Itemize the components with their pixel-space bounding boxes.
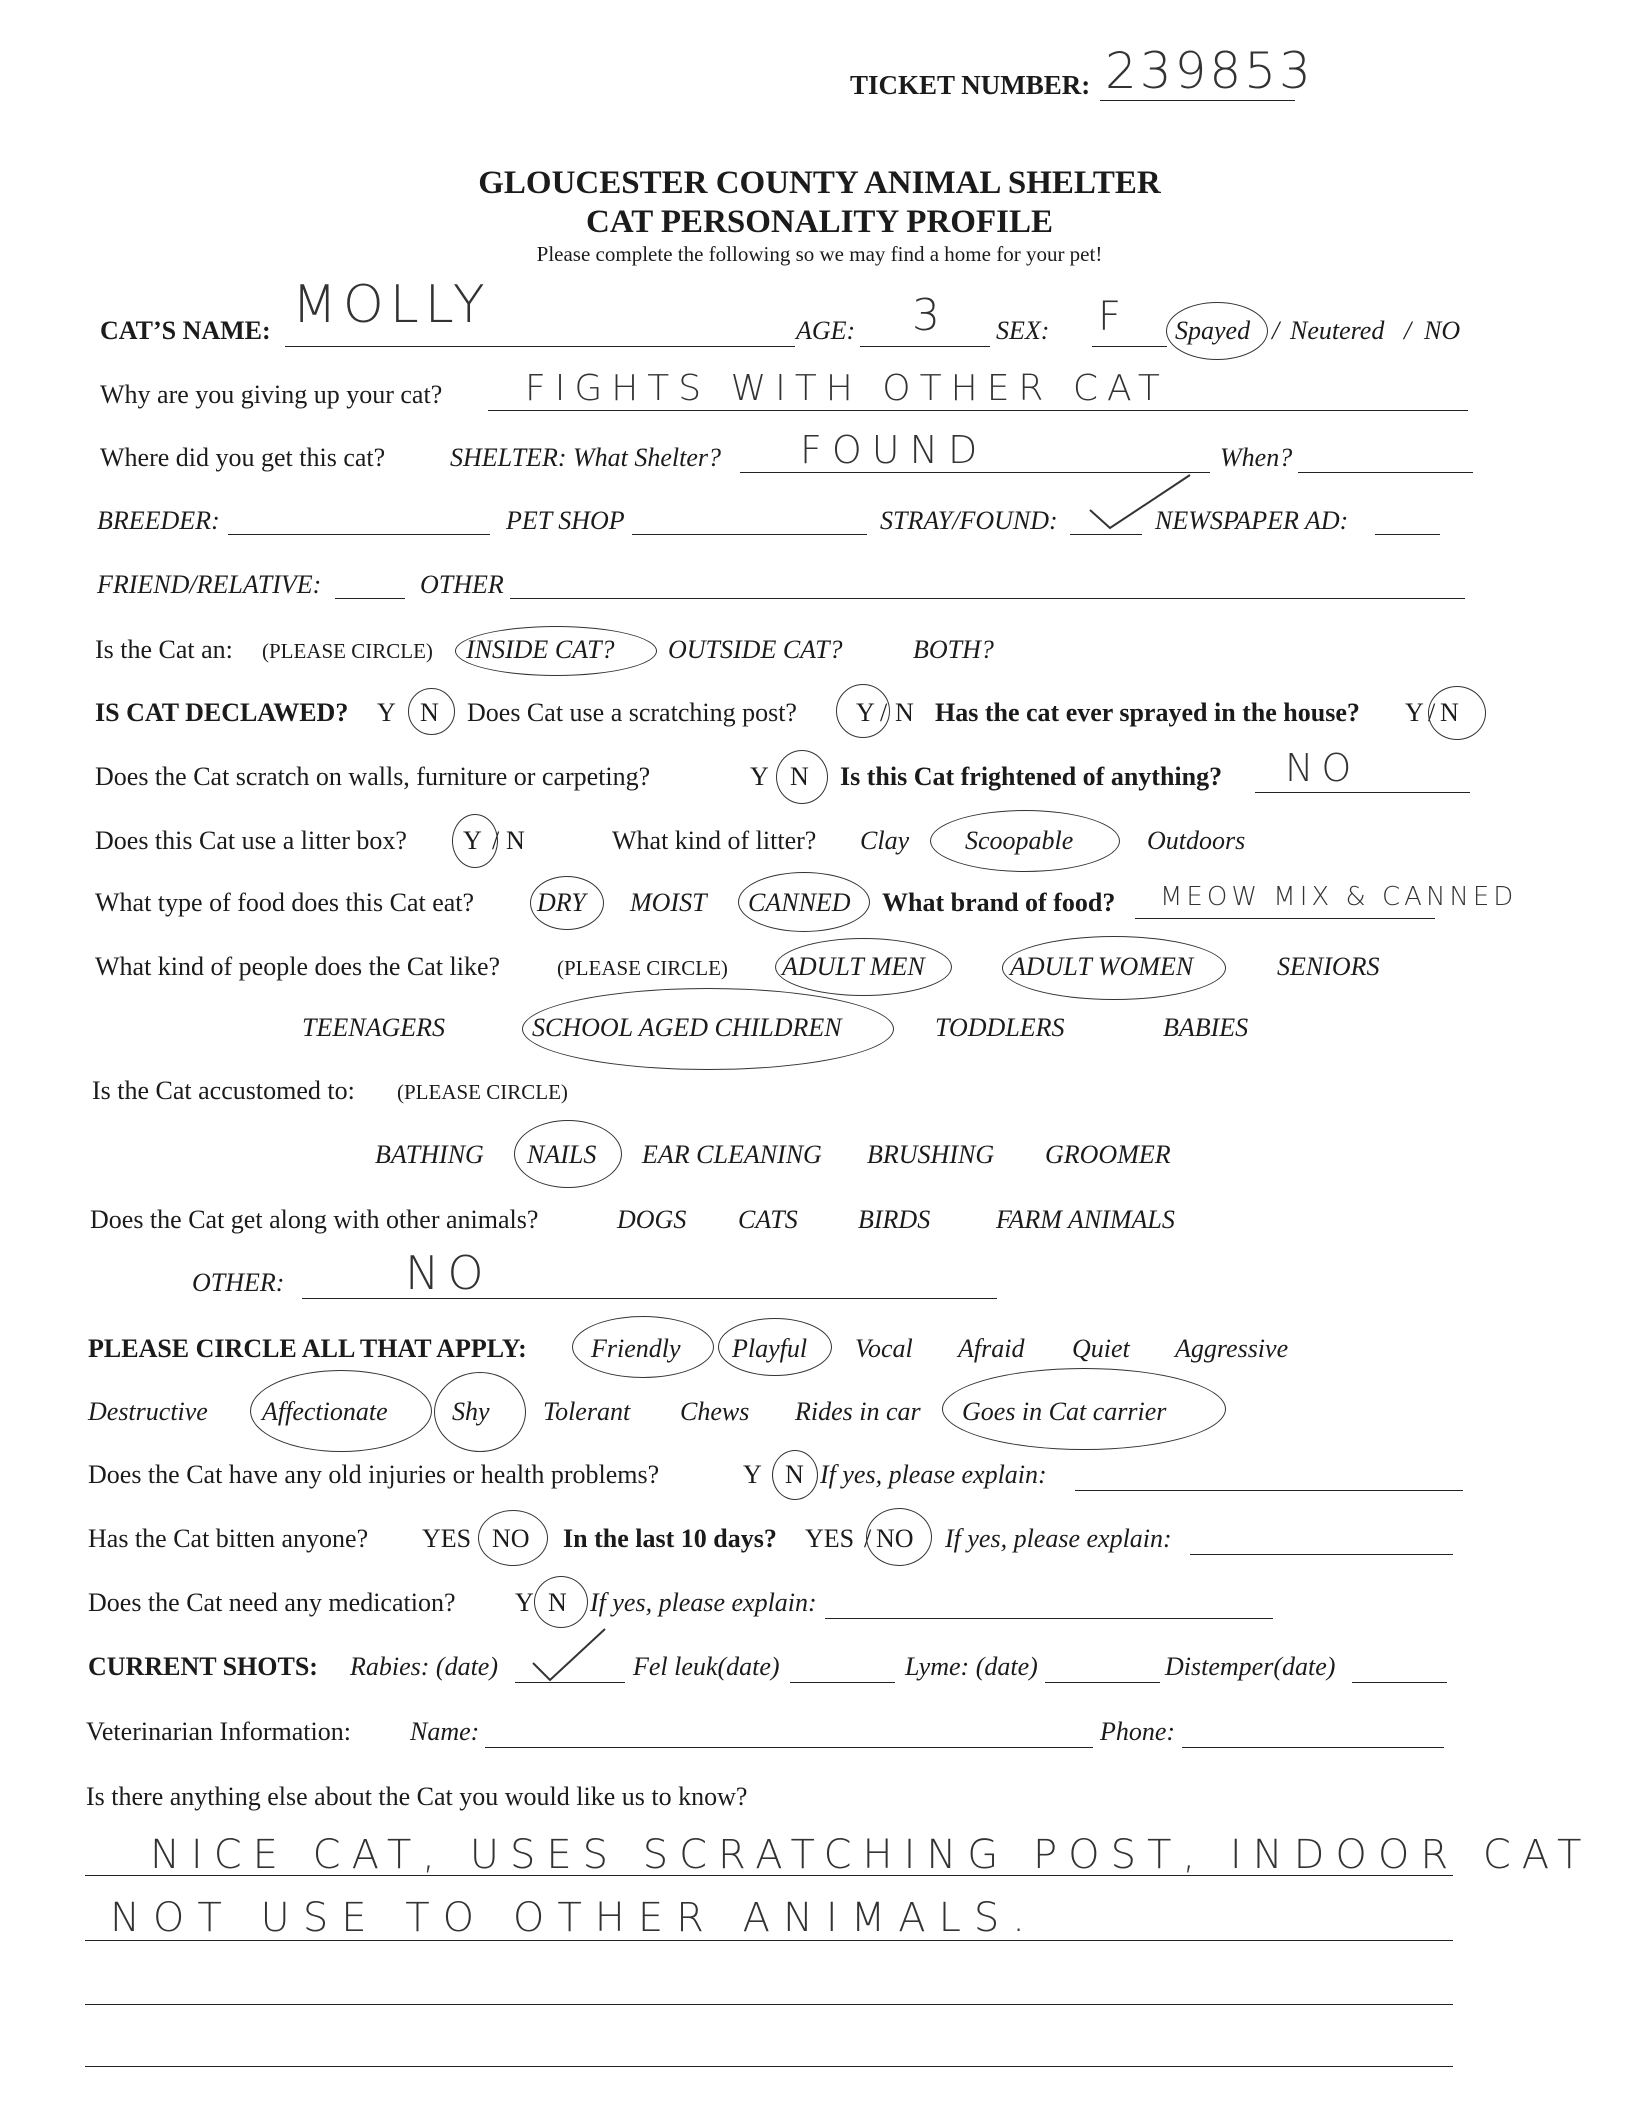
brand-line	[1135, 918, 1435, 919]
medication-line	[825, 1618, 1273, 1619]
last10-label: In the last 10 days?	[563, 1524, 777, 1553]
no-option[interactable]: NO	[1424, 316, 1461, 345]
traits-label: PLEASE CIRCLE ALL THAT APPLY:	[88, 1334, 527, 1363]
declawed-n[interactable]: N	[420, 698, 439, 727]
food-dry[interactable]: DRY	[537, 888, 586, 917]
people-school[interactable]: SCHOOL AGED CHILDREN	[532, 1013, 842, 1042]
animals-other-line	[302, 1298, 997, 1299]
accustomed-circle-note: (PLEASE CIRCLE)	[397, 1080, 568, 1104]
why-line	[488, 410, 1468, 411]
where-label: Where did you get this cat?	[100, 443, 386, 472]
brand-label: What brand of food?	[882, 888, 1116, 917]
sex-value[interactable]: F	[1098, 294, 1128, 340]
brand-value[interactable]: MEOW MIX & CANNED	[1160, 882, 1518, 912]
people-men[interactable]: ADULT MEN	[782, 952, 925, 981]
injuries-label: Does the Cat have any old injuries or health problems?	[88, 1460, 660, 1489]
trait-playful[interactable]: Playful	[732, 1334, 808, 1363]
sprayed-circle	[1428, 686, 1486, 740]
trait-shy[interactable]: Shy	[452, 1397, 490, 1426]
sep: /	[1404, 316, 1412, 345]
bitten-label: Has the Cat bitten anyone?	[88, 1524, 369, 1553]
scratch-circle	[776, 750, 828, 804]
post-label: Does Cat use a scratching post?	[467, 698, 797, 727]
animals-other-value[interactable]: NO	[405, 1246, 492, 1300]
inside-circle	[455, 626, 657, 676]
friend-label: FRIEND/RELATIVE:	[97, 570, 322, 599]
medication-n[interactable]: N	[548, 1588, 567, 1617]
sprayed-label: Has the cat ever sprayed in the house?	[935, 698, 1360, 727]
canned-circle	[738, 872, 870, 932]
anything-label: Is there anything else about the Cat you would like us to know?	[86, 1782, 748, 1811]
post-y[interactable]: Y	[856, 698, 875, 727]
litter-scoopable[interactable]: Scoopable	[965, 826, 1074, 855]
shots-lyme: Lyme: (date)	[905, 1652, 1038, 1681]
accustomed-brushing[interactable]: BRUSHING	[867, 1140, 995, 1169]
accustomed-label: Is the Cat accustomed to:	[92, 1076, 355, 1105]
food-moist[interactable]: MOIST	[630, 888, 707, 917]
breeder-label: BREEDER:	[97, 506, 220, 535]
scratch-label: Does the Cat scratch on walls, furniture or carpeting?	[95, 762, 651, 791]
instructions: Please complete the following so we may find a home for your pet!	[536, 242, 1103, 266]
playful-circle	[718, 1318, 832, 1376]
frightened-value[interactable]: NO	[1285, 746, 1360, 790]
sex-line	[1092, 346, 1167, 347]
school-circle	[522, 988, 894, 1070]
last10-circle	[866, 1508, 932, 1566]
stray-label: STRAY/FOUND:	[880, 506, 1058, 535]
lyme-line	[1045, 1682, 1160, 1683]
org-title: GLOUCESTER COUNTY ANIMAL SHELTER	[478, 165, 1161, 201]
shots-distemper: Distemper(date)	[1165, 1652, 1336, 1681]
sex-label: SEX:	[996, 316, 1050, 345]
medication-y[interactable]: Y	[515, 1588, 534, 1617]
vet-phone-line	[1182, 1747, 1444, 1748]
distemper-line	[1352, 1682, 1447, 1683]
litter-kind-label: What kind of litter?	[612, 826, 817, 855]
sep: /	[1272, 316, 1280, 345]
dry-circle	[530, 876, 604, 930]
animals-birds[interactable]: BIRDS	[858, 1205, 931, 1234]
injuries-explain: If yes, please explain:	[820, 1460, 1047, 1489]
scratch-n[interactable]: N	[790, 762, 809, 791]
bitten-no[interactable]: NO	[492, 1524, 530, 1553]
shy-circle	[434, 1372, 526, 1452]
why-value[interactable]: FIGHTS WITH OTHER CAT	[525, 368, 1169, 409]
cat-name-line	[285, 346, 795, 347]
sprayed-n[interactable]: N	[1440, 698, 1459, 727]
ticket-number: 239853	[1105, 42, 1314, 100]
other-source-label: OTHER	[420, 570, 504, 599]
declawed-circle	[408, 688, 455, 735]
bitten-circle	[478, 1510, 548, 1566]
trait-tolerant[interactable]: Tolerant	[543, 1397, 631, 1426]
trait-friendly[interactable]: Friendly	[591, 1334, 681, 1363]
fel-line	[790, 1682, 895, 1683]
trait-destructive[interactable]: Destructive	[88, 1397, 208, 1426]
trait-rides[interactable]: Rides in car	[795, 1397, 921, 1426]
trait-aggressive[interactable]: Aggressive	[1175, 1334, 1289, 1363]
anything-line2[interactable]: NOT USE TO OTHER ANIMALS.	[110, 1895, 1038, 1941]
scratch-y[interactable]: Y	[750, 762, 769, 791]
cat-name-label: CAT’S NAME:	[100, 316, 271, 345]
food-label: What type of food does this Cat eat?	[95, 888, 475, 917]
trait-affectionate[interactable]: Affectionate	[262, 1397, 388, 1426]
inside-option[interactable]: INSIDE CAT?	[466, 635, 615, 664]
bitten-explain: If yes, please explain:	[945, 1524, 1172, 1553]
litter-clay[interactable]: Clay	[860, 826, 910, 855]
vet-label: Veterinarian Information:	[86, 1717, 351, 1746]
newspaper-line	[1375, 534, 1440, 535]
people-seniors[interactable]: SENIORS	[1277, 952, 1380, 981]
affectionate-circle	[250, 1370, 432, 1452]
animals-other-label: OTHER:	[192, 1268, 285, 1297]
shots-rabies: Rabies: (date)	[350, 1652, 499, 1681]
when-line	[1298, 472, 1473, 473]
medication-explain: If yes, please explain:	[590, 1588, 817, 1617]
outside-option[interactable]: OUTSIDE CAT?	[668, 635, 843, 664]
last10-yes[interactable]: YES	[805, 1524, 855, 1553]
animals-cats[interactable]: CATS	[738, 1205, 798, 1234]
food-canned[interactable]: CANNED	[748, 888, 851, 917]
carrier-circle	[942, 1368, 1226, 1450]
cat-name-value[interactable]: MOLLY	[292, 275, 491, 335]
scoopable-circle	[930, 810, 1120, 872]
litter-n[interactable]: N	[506, 826, 525, 855]
trait-afraid[interactable]: Afraid	[958, 1334, 1025, 1363]
frightened-label: Is this Cat frightened of anything?	[840, 762, 1223, 791]
newspaper-label: NEWSPAPER AD:	[1155, 506, 1349, 535]
vet-name-label: Name:	[410, 1717, 480, 1746]
injuries-y[interactable]: Y	[743, 1460, 762, 1489]
trait-carrier[interactable]: Goes in Cat carrier	[962, 1397, 1167, 1426]
anything-rule-4	[85, 2066, 1453, 2067]
shots-fel: Fel leuk(date)	[633, 1652, 780, 1681]
sep: /	[880, 698, 888, 727]
accustomed-nails[interactable]: NAILS	[527, 1140, 597, 1169]
other-source-line	[510, 598, 1465, 599]
neutered-option[interactable]: Neutered	[1290, 316, 1385, 345]
men-circle	[775, 938, 952, 996]
age-value[interactable]: 3	[912, 290, 946, 341]
rabies-checkmark	[530, 1625, 610, 1685]
friend-line	[335, 598, 405, 599]
shots-label: CURRENT SHOTS:	[88, 1652, 318, 1681]
trait-chews[interactable]: Chews	[680, 1397, 750, 1426]
injuries-n[interactable]: N	[785, 1460, 804, 1489]
nails-circle	[514, 1120, 622, 1188]
litter-y[interactable]: Y	[463, 826, 482, 855]
accustomed-groomer[interactable]: GROOMER	[1045, 1140, 1171, 1169]
inside-label: Is the Cat an:	[95, 635, 233, 664]
people-babies[interactable]: BABIES	[1163, 1013, 1249, 1042]
ticket-label: TICKET NUMBER:	[850, 70, 1091, 100]
animals-dogs[interactable]: DOGS	[617, 1205, 687, 1234]
medication-circle	[534, 1576, 588, 1628]
injuries-line	[1075, 1490, 1463, 1491]
anything-line1[interactable]: NICE CAT, USES SCRATCHING POST, INDOOR CAT	[150, 1832, 1593, 1878]
declawed-label: IS CAT DECLAWED?	[95, 698, 349, 727]
declawed-y[interactable]: Y	[377, 698, 396, 727]
friendly-circle	[572, 1316, 714, 1378]
inside-circle-note: (PLEASE CIRCLE)	[262, 639, 433, 663]
animals-farm[interactable]: FARM ANIMALS	[996, 1205, 1175, 1234]
people-teens[interactable]: TEENAGERS	[302, 1013, 445, 1042]
accustomed-bathing[interactable]: BATHING	[375, 1140, 484, 1169]
litter-label: Does this Cat use a litter box?	[95, 826, 407, 855]
anything-rule-1	[85, 1875, 1453, 1876]
accustomed-ear[interactable]: EAR CLEANING	[642, 1140, 822, 1169]
bitten-yes[interactable]: YES	[422, 1524, 472, 1553]
breeder-line	[228, 534, 490, 535]
trait-vocal[interactable]: Vocal	[855, 1334, 913, 1363]
sep: /	[1428, 698, 1436, 727]
both-option[interactable]: BOTH?	[913, 635, 994, 664]
form-title: CAT PERSONALITY PROFILE	[586, 204, 1053, 240]
ticket-line	[1100, 100, 1295, 101]
spayed-circle	[1166, 302, 1268, 360]
frightened-line	[1255, 792, 1470, 793]
stray-line	[1070, 534, 1142, 535]
when-label: When?	[1220, 443, 1293, 472]
why-label: Why are you giving up your cat?	[100, 380, 443, 409]
sep: /	[492, 826, 500, 855]
age-label: AGE:	[796, 316, 856, 345]
age-line	[860, 346, 990, 347]
petshop-line	[632, 534, 867, 535]
animals-label: Does the Cat get along with other animals?	[90, 1205, 539, 1234]
medication-label: Does the Cat need any medication?	[88, 1588, 456, 1617]
spayed-option[interactable]: Spayed	[1175, 316, 1251, 345]
shelter-label: SHELTER: What Shelter?	[450, 443, 722, 472]
vet-phone-label: Phone:	[1100, 1717, 1176, 1746]
sprayed-y[interactable]: Y	[1405, 698, 1424, 727]
shelter-value[interactable]: FOUND	[800, 428, 988, 472]
trait-quiet[interactable]: Quiet	[1072, 1334, 1130, 1363]
people-toddlers[interactable]: TODDLERS	[935, 1013, 1065, 1042]
anything-rule-2	[85, 1940, 1453, 1941]
people-circle-note: (PLEASE CIRCLE)	[557, 956, 728, 980]
vet-name-line	[485, 1747, 1093, 1748]
bitten-line	[1190, 1554, 1453, 1555]
last10-no[interactable]: NO	[876, 1524, 914, 1553]
post-n[interactable]: N	[895, 698, 914, 727]
injuries-circle	[772, 1450, 818, 1500]
litter-outdoors[interactable]: Outdoors	[1147, 826, 1246, 855]
sep: /	[864, 1524, 872, 1553]
people-label: What kind of people does the Cat like?	[95, 952, 501, 981]
women-circle	[1002, 936, 1226, 1000]
petshop-label: PET SHOP	[506, 506, 625, 535]
anything-rule-3	[85, 2004, 1453, 2005]
people-women[interactable]: ADULT WOMEN	[1010, 952, 1194, 981]
